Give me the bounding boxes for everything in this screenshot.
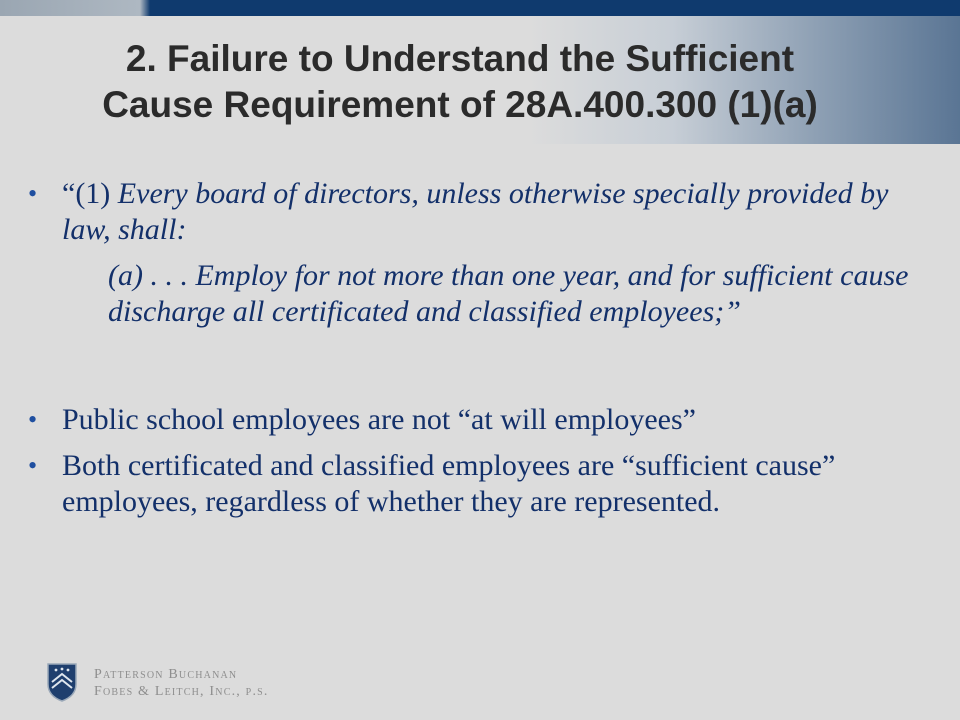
slide-title-line-2: Cause Requirement of 28A.400.300 (1)(a): [102, 84, 818, 125]
bullet-marker: •: [28, 179, 38, 208]
quote-italic-text: Every board of directors, unless otherwise specially provided by law, shall:: [62, 177, 889, 246]
slide-title-line-1: 2. Failure to Understand the Sufficient: [125, 38, 795, 79]
bullet-not-at-will: [28, 402, 938, 438]
top-accent-bar: [0, 0, 960, 16]
bullet-marker: •: [28, 405, 38, 434]
logo-line-1: Patterson Buchanan: [94, 667, 238, 682]
bullet-sufficient-cause: [28, 448, 938, 520]
slide-content: [28, 176, 938, 520]
bullet-marker: •: [28, 451, 38, 480]
spacer: [28, 330, 938, 402]
bullet-text: Public school employees are not “at will employees”: [62, 403, 696, 436]
logo-line-2: Fobes & Leitch, Inc., p.s.: [94, 684, 269, 699]
shield-icon: [46, 662, 78, 702]
firm-logo: [46, 660, 286, 706]
slide-title: [0, 36, 920, 128]
quote-open-text: “(1): [62, 177, 118, 210]
bullet-statute-quote: [28, 176, 938, 248]
quote-subsection-text: (a) . . . Employ for not more than one year, and for sufficient cause discharge all certificated and classified employees;”: [108, 259, 909, 328]
bullet-text: Both certificated and classified employees are “sufficient cause” employees, regardless of whether they are represented.: [62, 449, 836, 518]
logo-wordmark: [94, 666, 269, 700]
